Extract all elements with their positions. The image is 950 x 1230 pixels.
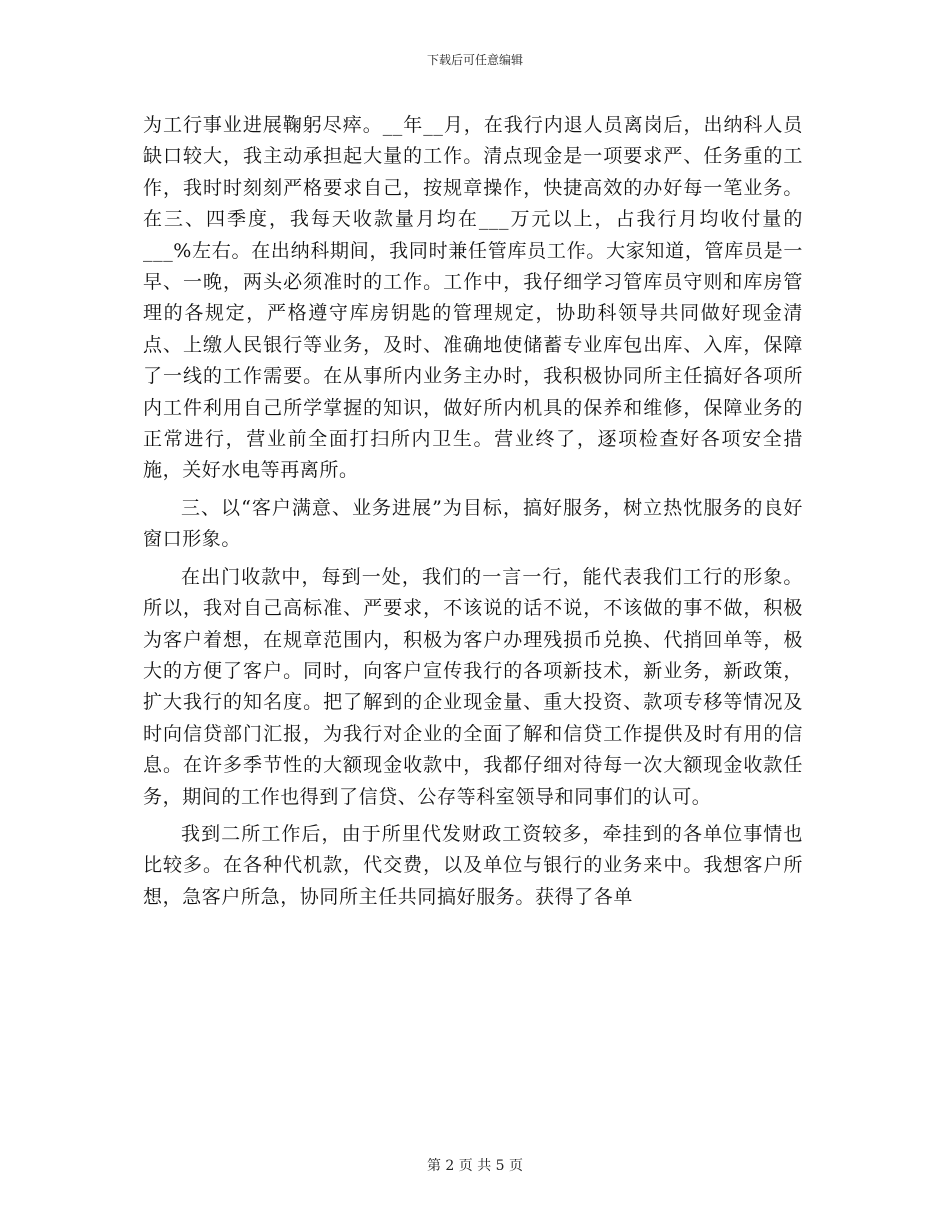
page-header: 下载后可任意编辑 [426, 53, 523, 67]
paragraph-continued: 为工行事业进展鞠躬尽瘁。__年__月，在我行内退人员离岗后，出纳科人员缺口较大，我主动承担起大量的工作。清点现金是一项要求严、任务重的工作，我时时刻刻严格要求自己，按规章操作，快捷高效的办好每一笔业务。在三、四季度，我每天收款量月均在___万元以上，占我行月均收付量的___%左右。在出纳科期间，我同时兼任管库员工作。大家知道，管库员是一早、一晚，两头必须准时的工作。工作中，我仔细学习管库员守则和库房管理的各规定，严格遵守库房钥匙的管理规定，协助科领导共同做好现金清点、上缴人民银行等业务，及时、准确地使储蓄专业库包出库、入库，保障了一线的工作需要。在从事所内业务主办时，我积极协同所主任搞好各项所内工件利用自己所学掌握的知识，做好所内机具的保养和维修，保障业务的正常进行，营业前全面打扫所内卫生。营业终了，逐项检查好各项安全措施，关好水电等再离所。 [143, 114, 803, 482]
page-number: 第 2 页 共 5 页 [426, 1158, 524, 1174]
paragraph: 在出门收款中，每到一处，我们的一言一行，能代表我们工行的形象。所以，我对自己高标准、严要求，不该说的话不说，不该做的事不做，积极为客户着想，在规章范围内，积极为客户办理残损币兑换、代捎回单等，极大的方便了客户。同时，向客户宣传我行的各项新技术，新业务，新政策，扩大我行的知名度。把了解到的企业现金量、重大投资、款项专移等情况及时向信贷部门汇报，为我行对企业的全面了解和信贷工作提供及时有用的信息。在许多季节性的大额现金收款中，我都仔细对待每一次大额现金收款任务，期间的工作也得到了信贷、公存等科室领导和同事们的认可。 [143, 565, 803, 808]
section-heading: 三、以“客户满意、业务进展”为目标，搞好服务，树立热忱服务的良好窗口形象。 [143, 496, 803, 551]
document-body [143, 110, 803, 913]
paragraph: 我到二所工作后，由于所里代发财政工资较多，牵挂到的各单位事情也比较多。在各种代机款，代交费，以及单位与银行的业务来中。我想客户所想，急客户所急，协同所主任共同搞好服务。获得了各单 [143, 822, 803, 908]
